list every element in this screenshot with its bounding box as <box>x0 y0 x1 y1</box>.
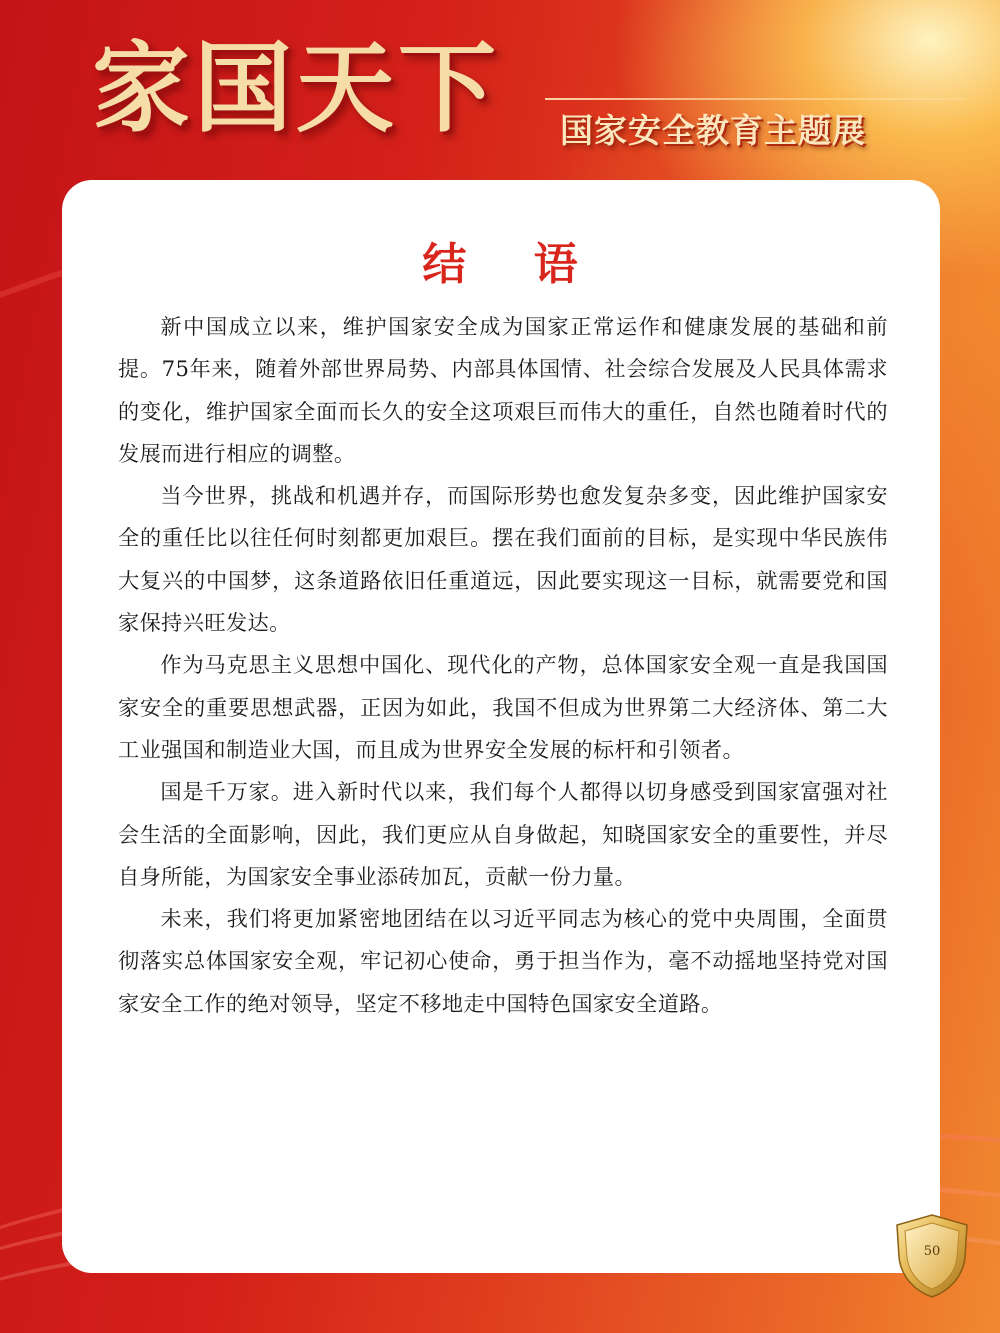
article-body <box>118 306 888 1025</box>
paragraph: 未来，我们将更加紧密地团结在以习近平同志为核心的党中央周围，全面贯彻落实总体国家安全观，牢记初心使命，勇于担当作为，毫不动摇地坚持党对国家安全工作的绝对领导，坚定不移地走中国特色国家安全道路。 <box>118 906 888 1016</box>
section-heading: 结 语 <box>422 239 604 290</box>
paragraph: 当今世界，挑战和机遇并存，而国际形势也愈发复杂多变，因此维护国家安全的重任比以往任何时刻都更加艰巨。摆在我们面前的目标，是实现中华民族伟大复兴的中国梦，这条道路依旧任重道远，因此要实现这一目标，就需要党和国家保持兴旺发达。 <box>118 483 888 636</box>
paragraph: 国是千万家。进入新时代以来，我们每个人都得以切身感受到国家富强对社会生活的全面影响，因此，我们更应从自身做起，知晓国家安全的重要性，并尽自身所能，为国家安全事业添砖加瓦，贡献一份力量。 <box>118 779 888 889</box>
page-number: 50 <box>923 1244 941 1259</box>
paragraph: 新中国成立以来，维护国家安全成为国家正常运作和健康发展的基础和前提。75年来，随着外部世界局势、内部具体国情、社会综合发展及人民具体需求的变化，维护国家全面而长久的安全这项艰巨而伟大的重任，自然也随着时代的发展而进行相应的调整。 <box>118 314 888 466</box>
exhibition-subtitle: 国家安全教育主题展 <box>560 111 866 150</box>
exhibition-title: 家国天下 <box>92 32 501 146</box>
paragraph: 作为马克思主义思想中国化、现代化的产物，总体国家安全观一直是我国国家安全的重要思想武器，正因为如此，我国不但成为世界第二大经济体、第二大工业强国和制造业大国，而且成为世界安全发展的标杆和引领者。 <box>118 652 888 762</box>
subtitle-divider <box>545 98 965 100</box>
